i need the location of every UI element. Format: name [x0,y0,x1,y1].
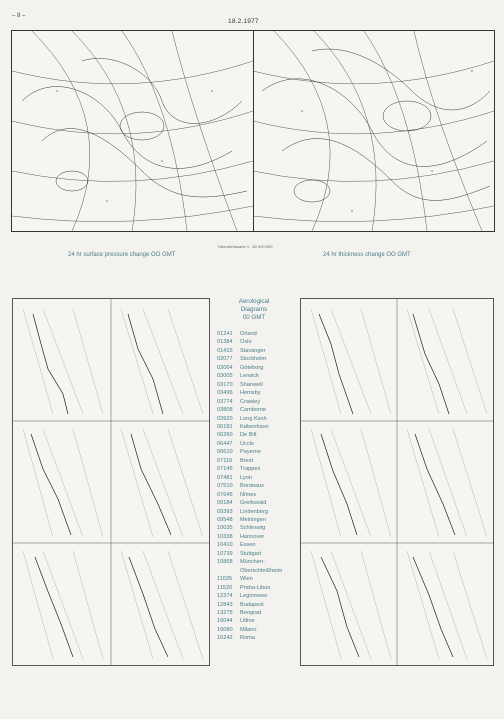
station-code: 10035 [217,525,233,532]
station-list [210,330,298,643]
station-name: Legionowo [240,593,268,600]
station-item [210,347,298,355]
aerological-diagrams-left [12,298,210,666]
station-item [210,499,298,507]
station-name: Uccle [240,440,254,447]
station-item [210,524,298,532]
station-item [210,440,298,448]
station-name: Camborne [240,407,267,414]
station-code: 10410 [217,542,233,549]
station-item [210,381,298,389]
station-name: Trappes [240,466,261,473]
station-item [210,465,298,473]
station-item [210,516,298,524]
station-item [210,415,298,423]
station-code: 11035 [217,576,233,583]
station-name: Shanwell [240,381,263,388]
page-number: – 8 – [12,13,26,19]
station-name: De Bilt [240,432,257,439]
station-code: 03005 [217,373,233,380]
station-code: 03920 [217,415,233,422]
station-name: Stuttgart [240,550,262,557]
thickness-change-caption: 24 hr thickness change OO GMT [323,252,411,258]
station-name: Udine [240,618,255,625]
station-item [210,372,298,380]
station-name: Beograd [240,609,262,616]
page-date: 18.2.1977 [228,18,259,25]
station-name: Bordeaux [240,483,264,490]
station-code: 03774 [217,398,233,405]
station-name: Lyon [240,474,252,481]
aerological-diagrams-right [300,298,494,666]
station-item [210,406,298,414]
station-name: Oberschleißheim [240,567,283,574]
station-item [210,575,298,583]
station-item [210,364,298,372]
aerological-station-list [210,298,298,643]
station-code: 10868 [217,559,233,566]
station-name: Oslo [240,339,252,346]
station-code: 11520 [217,584,233,591]
station-item [210,508,298,516]
station-code: 07481 [217,474,233,481]
station-item [210,634,298,642]
station-name: Crawley [240,398,261,405]
station-name: København [240,423,269,430]
station-code [217,567,240,575]
station-name: Payerne [240,449,261,456]
station-item [210,457,298,465]
station-item [210,558,298,566]
station-code: 13275 [217,609,233,616]
station-item [210,338,298,346]
station-code: 16044 [217,618,233,625]
station-code: 07645 [217,491,233,498]
sounding-grid-right [301,299,493,665]
station-item [210,355,298,363]
station-name: Stavanger [240,347,266,354]
station-item [210,541,298,549]
station-item [210,491,298,499]
station-name: Brest [240,457,254,464]
station-code: 10338 [217,533,233,540]
station-name: Greifswald [240,500,267,507]
station-item [210,330,298,338]
station-item [210,398,298,406]
map-divider [253,31,254,231]
map-scale-note: Übersichtskarte 1 : 60 000 000 [218,244,273,249]
station-code: 01415 [217,347,233,354]
station-code: 16242 [217,635,233,642]
station-name: Meiningen [240,516,266,523]
station-name: Hemsby [240,390,261,397]
station-code: 06260 [217,432,233,439]
station-name: Schleswig [240,525,266,532]
station-name: Wien [240,576,253,583]
station-code: 12374 [217,593,233,600]
station-name: Hannover [240,533,265,540]
station-code: 01384 [217,339,233,346]
station-item [210,617,298,625]
station-list-time: 00 GMT [242,314,266,321]
station-item [210,592,298,600]
station-item [210,533,298,541]
station-name: Praha-Libus [240,584,271,591]
station-code: 12843 [217,601,233,608]
station-item [210,448,298,456]
station-code: 02077 [217,356,233,363]
station-code: 06610 [217,449,233,456]
station-code: 07145 [217,466,233,473]
station-name: Nîmes [240,491,257,498]
station-list-subtitle: Diagrams [240,306,268,313]
station-code: 06181 [217,423,233,430]
station-code: 02064 [217,364,233,371]
station-item [210,423,298,431]
station-item [210,584,298,592]
station-code: 03808 [217,407,233,414]
sounding-grid-left [13,299,209,665]
station-name: Long Kesh [240,415,267,422]
station-name: Orland [240,331,257,337]
station-item [210,550,298,558]
station-item [210,601,298,609]
station-name: München- [240,559,265,566]
station-code: 10739 [217,550,233,557]
station-name: Stockholm [240,356,267,363]
station-item [210,609,298,617]
station-item [210,482,298,490]
station-item [210,567,298,575]
station-name: Milano [240,626,257,633]
station-list-title: Aerological [238,298,270,305]
station-item [210,474,298,482]
station-name: Göteborg [240,364,264,371]
station-code: 07510 [217,483,233,490]
station-name: Budapest [240,601,264,608]
station-name: Roma [240,635,255,642]
station-item [210,389,298,397]
station-code: 09548 [217,516,233,523]
station-name: Essen [240,542,256,549]
station-item [210,431,298,439]
weather-maps [11,30,495,232]
station-code: 09393 [217,508,233,515]
pressure-change-caption: 24 hr surface pressure change OO GMT [68,252,176,258]
station-name: Lerwick [240,373,259,380]
station-code: 03496 [217,390,233,397]
station-item [210,626,298,634]
station-name: Lindenberg [240,508,268,515]
station-code: 01241 [217,331,233,337]
station-code: 03170 [217,381,233,388]
station-code: 06447 [217,440,233,447]
station-code: 07110 [217,457,233,464]
station-code: 16080 [217,626,233,633]
station-code: 09184 [217,500,233,507]
